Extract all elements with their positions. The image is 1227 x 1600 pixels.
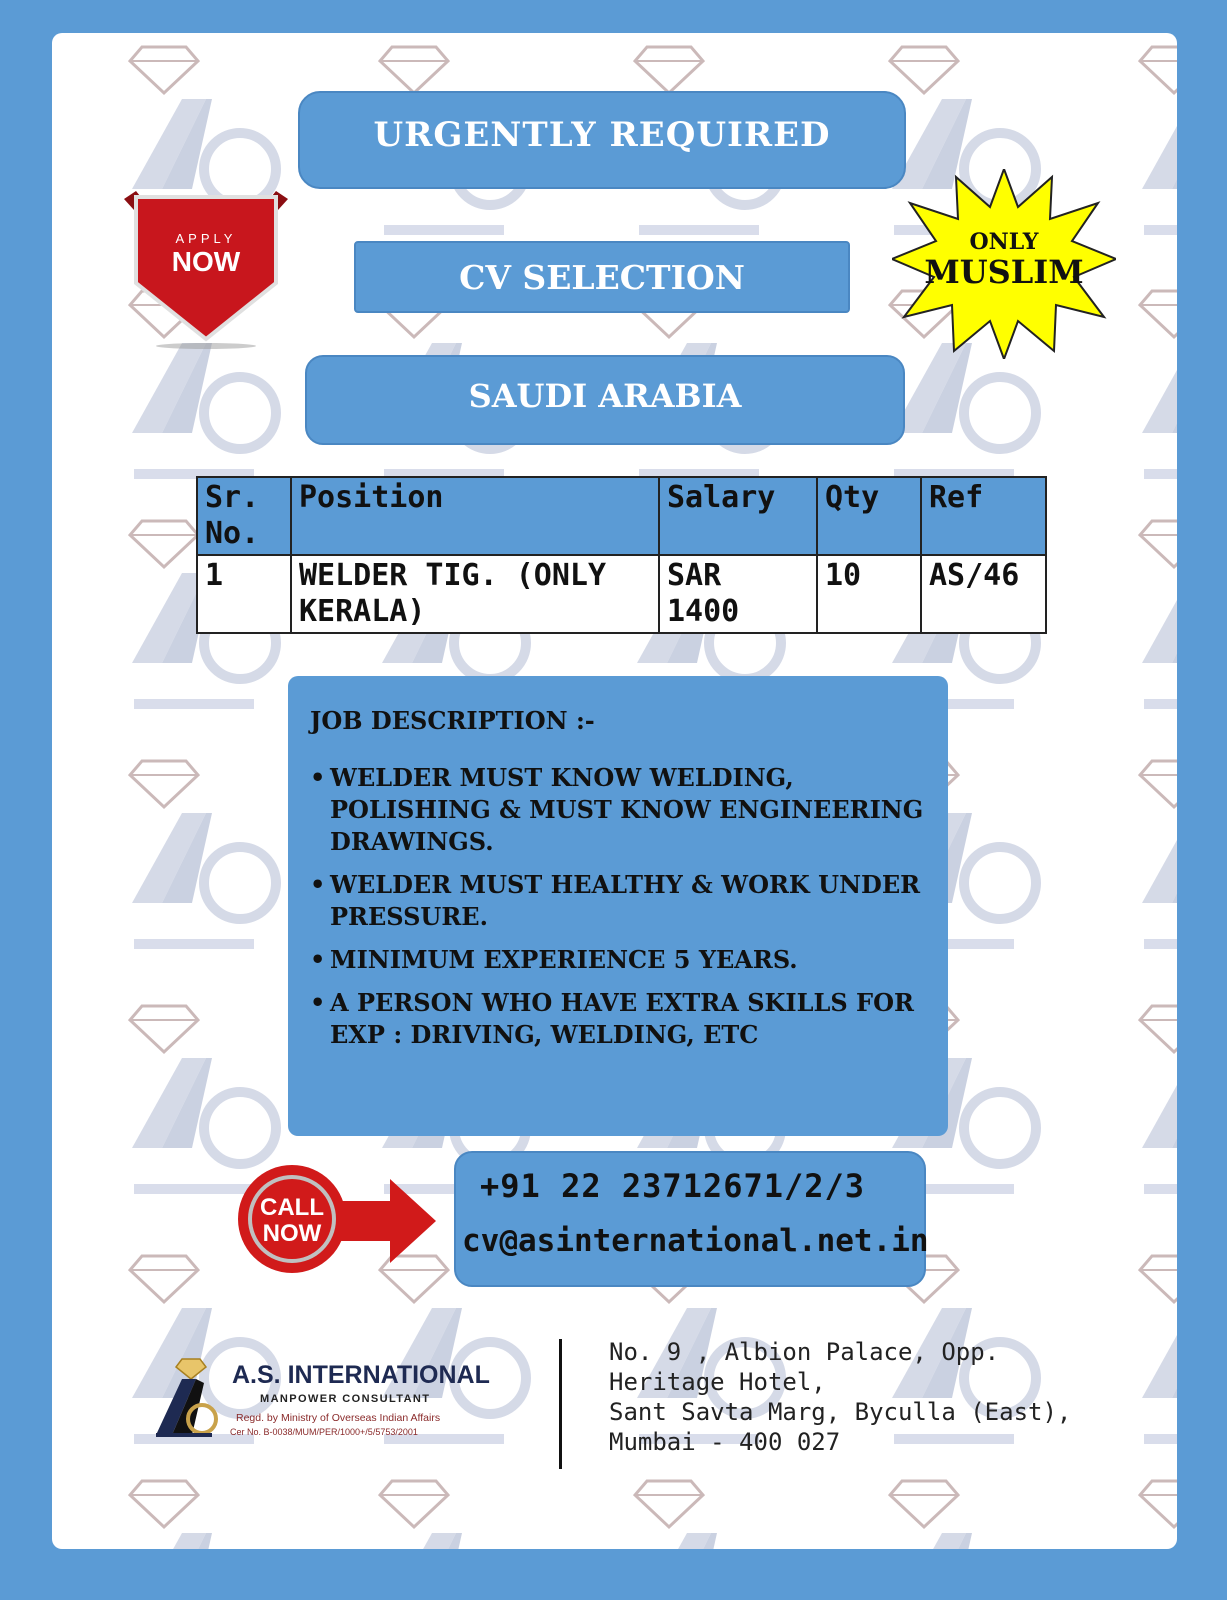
country-banner: SAUDI ARABIA (305, 355, 905, 445)
only-muslim-burst (892, 169, 1116, 359)
address-line: Sant Savta Marg, Byculla (East), (609, 1398, 1072, 1426)
company-logo-block (152, 1357, 502, 1445)
list-item-text: A PERSON WHO HAVE EXTRA SKILLS FOR EXP : DRIVING, WELDING, ETC (330, 988, 914, 1049)
job-description-panel (288, 676, 948, 1136)
call-badge-line1: CALL (260, 1194, 324, 1221)
company-address (609, 1337, 1072, 1457)
call-badge-line2: NOW (262, 1220, 322, 1247)
cell-qty: 10 (817, 555, 921, 633)
phone-number[interactable]: +91 22 23712671/2/3 (480, 1167, 866, 1205)
col-header-ref: Ref (921, 477, 1046, 555)
col-header-sr: Sr. No. (197, 477, 291, 555)
cv-selection-scroll: CV SELECTION (354, 241, 850, 313)
call-now-badge[interactable] (230, 1163, 442, 1275)
table-row (197, 555, 1046, 633)
company-logo-icon (152, 1357, 218, 1437)
list-item: • WELDER MUST KNOW WELDING, POLISHING & MUST KNOW ENGINEERING DRAWINGS. (310, 763, 924, 856)
company-subtitle: MANPOWER CONSULTANT (260, 1393, 431, 1405)
address-line: No. 9 , Albion Palace, Opp. (609, 1338, 1000, 1366)
list-item-text: MINIMUM EXPERIENCE 5 YEARS. (330, 945, 798, 974)
col-header-position: Position (291, 477, 659, 555)
burst-line1: ONLY (969, 229, 1039, 255)
email-address[interactable]: cv@asinternational.net.in (462, 1223, 929, 1259)
cell-ref: AS/46 (921, 555, 1046, 633)
list-item: • WELDER MUST HEALTHY & WORK UNDER PRESSURE. (310, 870, 921, 931)
job-description-title: JOB DESCRIPTION :- (310, 706, 595, 735)
positions-table (196, 476, 1047, 634)
footer-divider (559, 1339, 562, 1469)
list-item: • MINIMUM EXPERIENCE 5 YEARS. (310, 945, 798, 974)
col-header-salary: Salary (659, 477, 817, 555)
cell-sr: 1 (197, 555, 291, 633)
company-certificate: Cer No. B-0038/MUM/PER/1000+/5/5753/2001 (230, 1427, 418, 1437)
address-line: Heritage Hotel, (609, 1368, 826, 1396)
apply-badge-line1: APPLY (175, 231, 237, 246)
list-item: • A PERSON WHO HAVE EXTRA SKILLS FOR EXP : DRIVING, WELDING, ETC (310, 988, 914, 1049)
burst-line2: MUSLIM (924, 253, 1084, 291)
address-line: Mumbai - 400 027 (609, 1428, 841, 1456)
cell-position: WELDER TIG. (ONLY KERALA) (291, 555, 659, 633)
apply-badge-line2: NOW (171, 246, 241, 277)
company-registration: Regd. by Ministry of Overseas Indian Affairs (236, 1412, 441, 1424)
contact-box (454, 1151, 929, 1287)
cell-salary: SAR 1400 (659, 555, 817, 633)
headline-banner: URGENTLY REQUIRED (298, 91, 906, 189)
flyer-page (52, 33, 1177, 1549)
table-header-row (197, 477, 1046, 555)
apply-now-badge[interactable] (124, 191, 288, 351)
company-name: A.S. INTERNATIONAL (232, 1361, 490, 1389)
job-description-list (310, 762, 930, 1062)
list-item-text: WELDER MUST HEALTHY & WORK UNDER PRESSURE. (330, 870, 921, 931)
col-header-qty: Qty (817, 477, 921, 555)
list-item-text: WELDER MUST KNOW WELDING, POLISHING & MUST KNOW ENGINEERING DRAWINGS. (330, 763, 924, 856)
